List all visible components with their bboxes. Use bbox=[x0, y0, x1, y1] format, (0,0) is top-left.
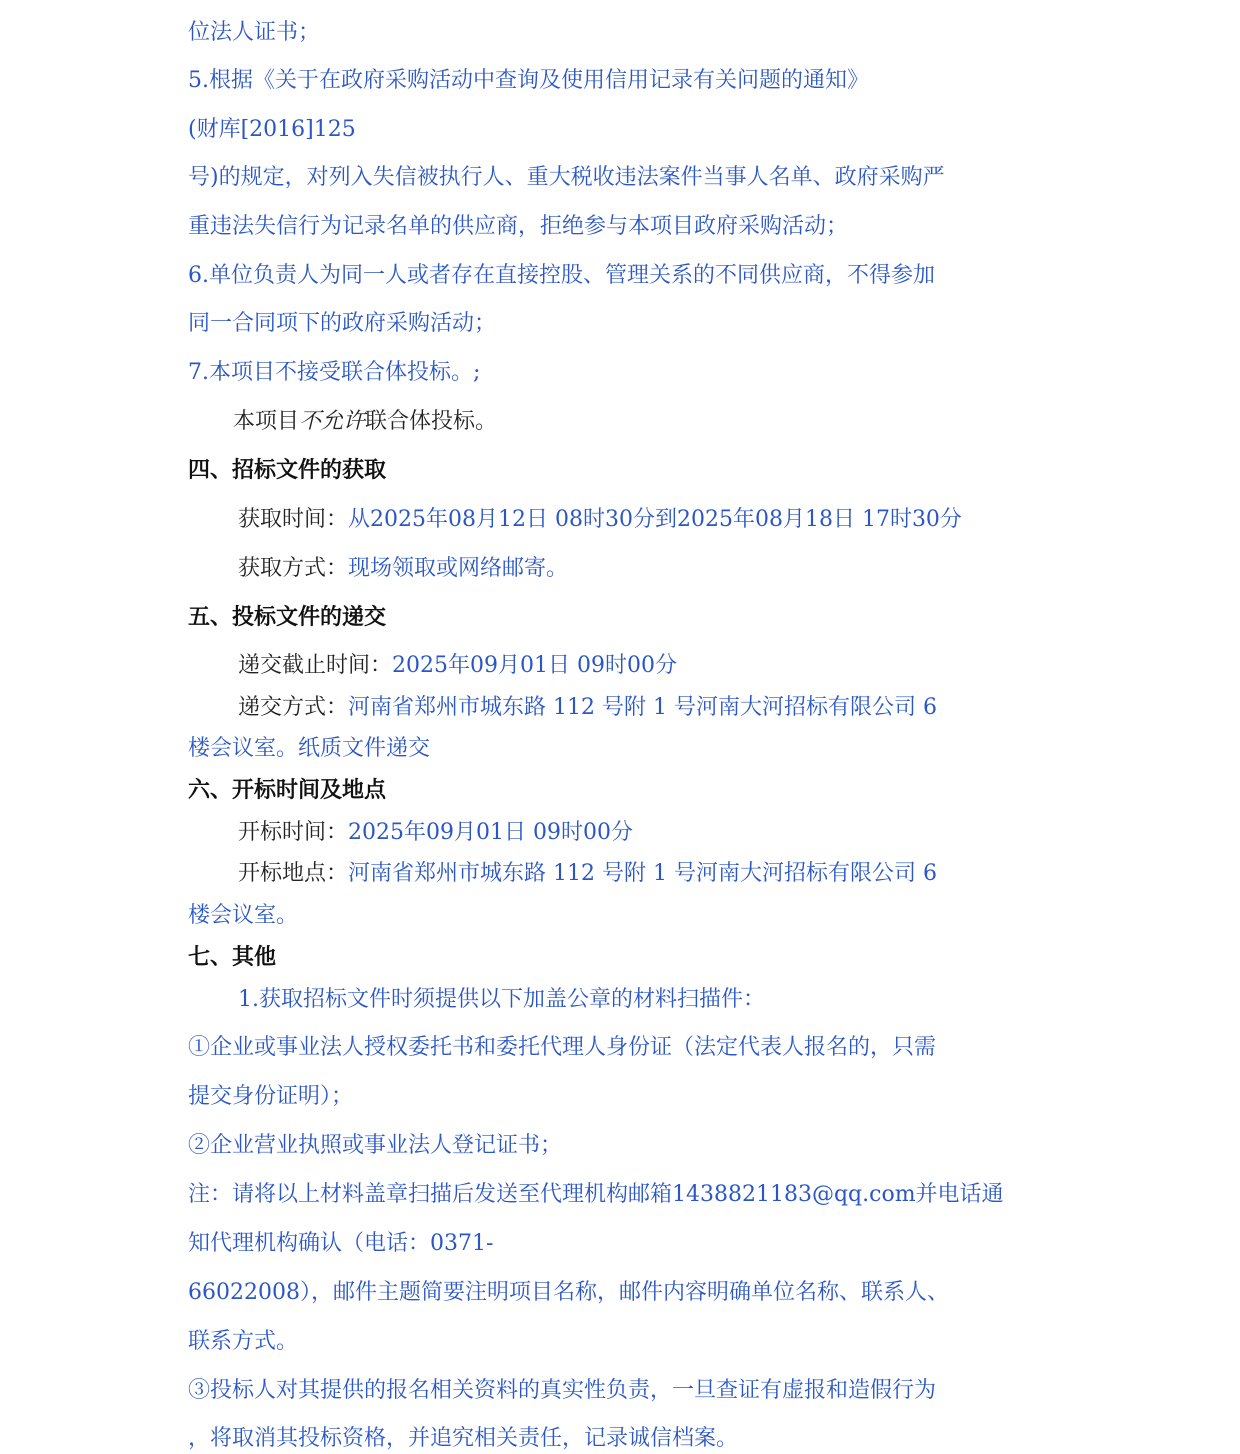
paragraph-line: 注：请将以上材料盖章扫描后发送至代理机构邮箱1438821183@qq.com并电话通 bbox=[188, 1182, 1004, 1207]
paragraph-line: 重违法失信行为记录名单的供应商，拒绝参与本项目政府采购活动； bbox=[188, 214, 849, 239]
paragraph-line: 楼会议室。纸质文件递交 bbox=[188, 736, 431, 761]
opening-location-row bbox=[238, 859, 937, 889]
consortium-note bbox=[233, 407, 497, 437]
section-heading-4: 四、招标文件的获取 bbox=[188, 458, 387, 483]
submission-method-row bbox=[238, 693, 937, 723]
field-label: 获取方式： bbox=[238, 556, 349, 581]
opening-time-row bbox=[238, 818, 633, 848]
paragraph-line: 位法人证书； bbox=[188, 20, 321, 45]
paragraph-line: ②企业营业执照或事业法人登记证书； bbox=[188, 1133, 563, 1158]
field-value: 从2025年08月12日 08时30分到2025年08月18日 17时30分 bbox=[348, 507, 962, 532]
consortium-note-emphasis: 不允许 bbox=[299, 409, 366, 434]
field-label: 递交方式： bbox=[238, 695, 349, 720]
field-value: 2025年09月01日 09时00分 bbox=[348, 820, 633, 845]
acquire-time-row bbox=[238, 505, 962, 535]
field-value: 现场领取或网络邮寄。 bbox=[348, 556, 569, 581]
section-heading-5: 五、投标文件的递交 bbox=[188, 605, 387, 630]
paragraph-line: 66022008），邮件主题简要注明项目名称，邮件内容明确单位名称、联系人、 bbox=[188, 1280, 949, 1305]
section-heading-7: 七、其他 bbox=[188, 945, 277, 970]
field-value: 河南省郑州市城东路 112 号附 1 号河南大河招标有限公司 6 bbox=[348, 695, 937, 720]
paragraph-line: 1.获取招标文件时须提供以下加盖公章的材料扫描件： bbox=[238, 987, 765, 1012]
paragraph-line: 提交身份证明）； bbox=[188, 1084, 354, 1109]
paragraph-line: 同一合同项下的政府采购活动； bbox=[188, 311, 497, 336]
field-label: 获取时间： bbox=[238, 507, 349, 532]
acquire-method-row bbox=[238, 554, 568, 584]
consortium-note-prefix: 本项目 bbox=[233, 409, 300, 434]
paragraph-line: 6.单位负责人为同一人或者存在直接控股、管理关系的不同供应商，不得参加 bbox=[188, 263, 935, 288]
paragraph-line: (财库[2016]125 bbox=[188, 117, 356, 142]
paragraph-line: 楼会议室。 bbox=[188, 903, 299, 928]
section-heading-6: 六、开标时间及地点 bbox=[188, 778, 387, 803]
field-value: 2025年09月01日 09时00分 bbox=[392, 653, 677, 678]
paragraph-line: 联系方式。 bbox=[188, 1329, 299, 1354]
field-label: 开标地点： bbox=[238, 861, 349, 886]
paragraph-line: ，将取消其投标资格，并追究相关责任，记录诚信档案。 bbox=[188, 1426, 739, 1451]
paragraph-line: 号)的规定，对列入失信被执行人、重大税收违法案件当事人名单、政府采购严 bbox=[188, 165, 945, 190]
paragraph-line: ③投标人对其提供的报名相关资料的真实性负责，一旦查证有虚报和造假行为 bbox=[188, 1378, 937, 1403]
field-value: 河南省郑州市城东路 112 号附 1 号河南大河招标有限公司 6 bbox=[348, 861, 937, 886]
paragraph-line: 知代理机构确认（电话：0371- bbox=[188, 1231, 494, 1256]
submission-deadline-row bbox=[238, 651, 677, 681]
paragraph-line: ①企业或事业法人授权委托书和委托代理人身份证（法定代表人报名的，只需 bbox=[188, 1035, 937, 1060]
consortium-note-suffix: 联合体投标。 bbox=[365, 409, 498, 434]
paragraph-line: 7.本项目不接受联合体投标。; bbox=[188, 360, 481, 385]
field-label: 递交截止时间： bbox=[238, 653, 393, 678]
paragraph-line: 5.根据《关于在政府采购活动中查询及使用信用记录有关问题的通知》 bbox=[188, 68, 869, 93]
field-label: 开标时间： bbox=[238, 820, 349, 845]
